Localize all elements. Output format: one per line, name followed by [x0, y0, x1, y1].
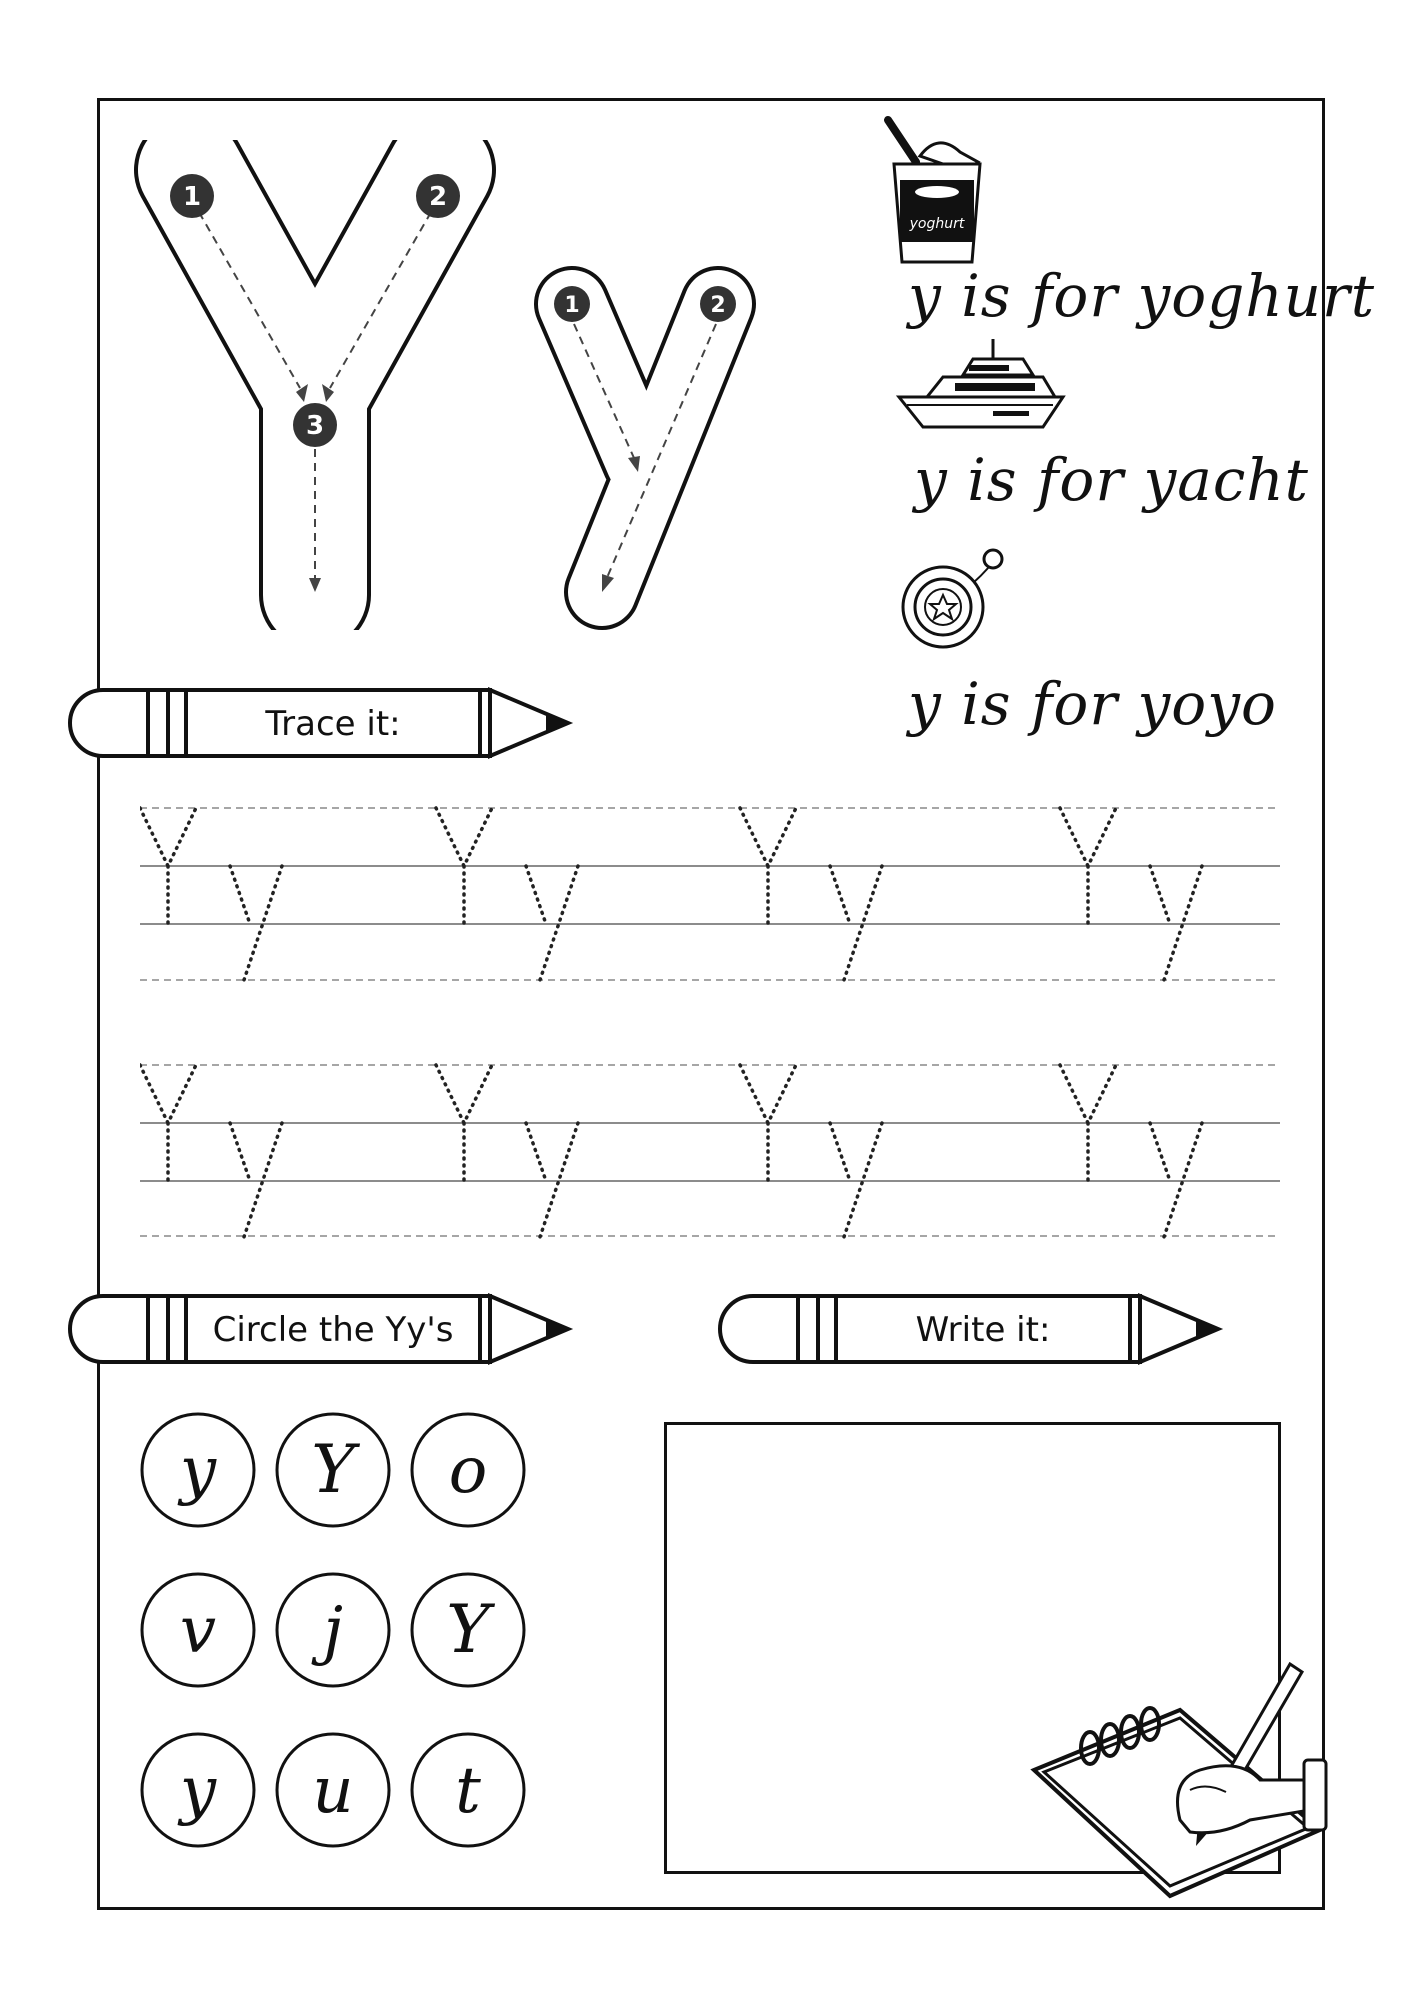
- letter-circle[interactable]: [142, 1574, 254, 1686]
- yacht-icon: [893, 335, 1073, 435]
- letter-circle[interactable]: [142, 1734, 254, 1846]
- svg-text:yoghurt: yoghurt: [909, 216, 965, 232]
- letter-circle[interactable]: [142, 1414, 254, 1526]
- svg-text:1: 1: [564, 293, 580, 318]
- stroke-step-badge-1: [170, 174, 214, 218]
- dotted-trace-letter-y: [830, 866, 882, 980]
- circle-letter-text: Y: [446, 1591, 490, 1668]
- trace-it-pencil-banner: [68, 686, 578, 762]
- dotted-trace-letter-y: [1150, 1123, 1202, 1237]
- stroke-step-badge-2: [700, 286, 736, 322]
- dotted-trace-letter-y: [830, 1123, 882, 1237]
- trace-it-label: Trace it:: [265, 704, 401, 744]
- small-letter-y-outline: [530, 262, 760, 632]
- stroke-step-badge-3: [293, 403, 337, 447]
- circle-label: Circle the Yy's: [212, 1310, 454, 1350]
- notebook-writing-hand-icon: [1030, 1660, 1330, 1900]
- dotted-trace-letter-y: [526, 1123, 578, 1237]
- svg-text:2: 2: [428, 182, 448, 212]
- circle-letter-grid: [140, 1412, 540, 1852]
- circle-letter-text: y: [179, 1434, 217, 1508]
- dotted-trace-letter-y: [526, 866, 578, 980]
- svg-text:3: 3: [305, 411, 325, 441]
- dotted-trace-letter-y: [230, 866, 282, 980]
- circle-letter-text: j: [323, 1594, 343, 1668]
- circle-letter-text: v: [179, 1594, 217, 1668]
- trace-row: [140, 808, 1280, 980]
- letter-circle[interactable]: [277, 1574, 389, 1686]
- svg-text:2: 2: [710, 293, 726, 318]
- letter-circle[interactable]: [412, 1574, 524, 1686]
- tracing-practice-area: [140, 790, 1290, 1240]
- big-letter-y-outline: [130, 140, 500, 630]
- stroke-step-badge-1: [554, 286, 590, 322]
- circle-pencil-banner: [68, 1292, 578, 1368]
- vocabulary-line-yacht: y is for yacht: [914, 446, 1309, 514]
- letter-circle[interactable]: [412, 1414, 524, 1526]
- dotted-trace-letter-y: [230, 1123, 282, 1237]
- letter-circle[interactable]: [277, 1414, 389, 1526]
- vocabulary-line-yoyo: y is for yoyo: [908, 670, 1277, 738]
- circle-letter-text: t: [455, 1754, 481, 1828]
- trace-row: [140, 1065, 1280, 1237]
- circle-letter-text: y: [179, 1754, 217, 1828]
- circle-letter-text: Y: [311, 1431, 355, 1508]
- letter-circle[interactable]: [412, 1734, 524, 1846]
- svg-text:1: 1: [182, 182, 202, 212]
- stroke-step-badge-2: [416, 174, 460, 218]
- letter-circle[interactable]: [277, 1734, 389, 1846]
- write-it-label: Write it:: [915, 1310, 1051, 1350]
- vocabulary-line-yoghurt: y is for yoghurt: [908, 262, 1376, 330]
- yoghurt-cup-icon: [868, 112, 998, 272]
- circle-letter-text: o: [448, 1434, 488, 1508]
- dotted-trace-letter-y: [1150, 866, 1202, 980]
- circle-letter-text: u: [312, 1754, 354, 1828]
- write-it-pencil-banner: [718, 1292, 1228, 1368]
- yoyo-icon: [893, 545, 1013, 655]
